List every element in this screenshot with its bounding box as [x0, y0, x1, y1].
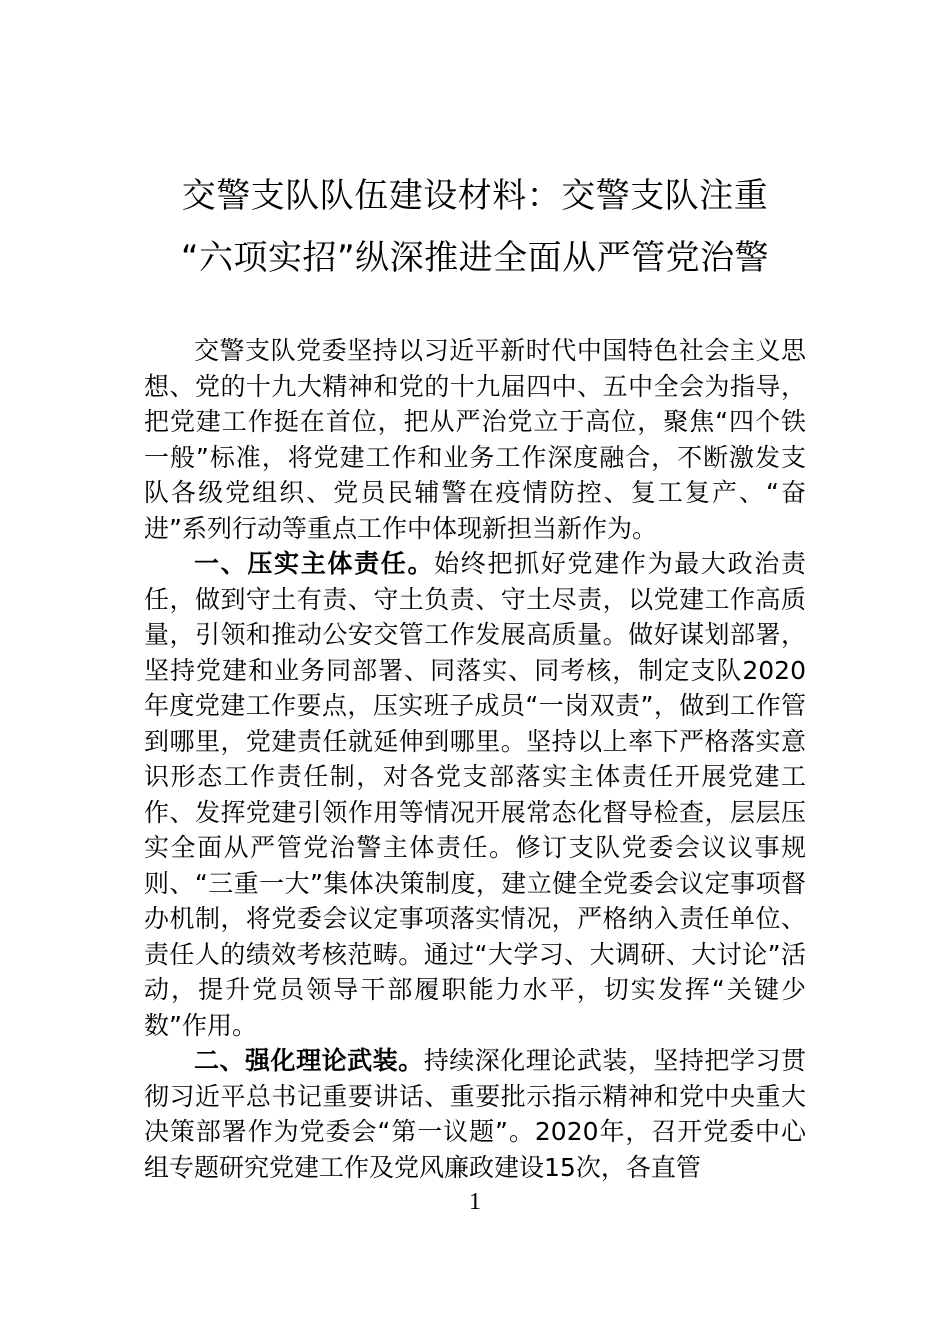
- section-1-paragraph: [144, 546, 806, 1043]
- section-2-body: 持续深化理论武装，坚持把学习贯彻习近平总书记重要讲话、重要批示指示精神和党中央重大决策部署作为党委会“第一议题”。2020年，召开党委中心组专题研究党建工作及党风廉政建设15次，各直管: [144, 1046, 806, 1182]
- section-1-body: 始终把抓好党建作为最大政治责任，做到守土有责、守土负责、守土尽责，以党建工作高质量，引领和推动公安交管工作发展高质量。做好谋划部署，坚持党建和业务同部署、同落实、同考核，制定支队2020年度党建工作要点，压实班子成员“一岗双责”，做到工作管到哪里，党建责任就延伸到哪里。坚持以上率下严格落实意识形态工作责任制，对各党支部落实主体责任开展党建工作、发挥党建引领作用等情况开展常态化督导检查，层层压实全面从严管党治警主体责任。修订支队党委会议议事规则、“三重一大”集体决策制度，建立健全党委会议定事项督办机制，将党委会议定事项落实情况，严格纳入责任单位、责任人的绩效考核范畴。通过“大学习、大调研、大讨论”活动，提升党员领导干部履职能力水平，切实发挥“关键少数”作用。: [144, 549, 806, 1040]
- section-2-heading: 二、强化理论武装。: [194, 1046, 424, 1075]
- section-1-heading: 一、压实主体责任。: [194, 549, 435, 578]
- intro-paragraph: 交警支队党委坚持以习近平新时代中国特色社会主义思想、党的十九大精神和党的十九届四中、五中全会为指导，把党建工作挺在首位，把从严治党立于高位，聚焦“四个铁一般”标准，将党建工作和业务工作深度融合，不断激发支队各级党组织、党员民辅警在疫情防控、复工复产、“奋进”系列行动等重点工作中体现新担当新作为。: [144, 336, 806, 543]
- title-line-2: “六项实招”纵深推进全面从严管党治警: [180, 238, 770, 278]
- page-number: 1: [469, 1189, 481, 1215]
- document-body: [144, 333, 806, 1185]
- title-line-1: 交警支队队伍建设材料：交警支队注重: [181, 176, 769, 216]
- section-2-paragraph: [144, 1043, 806, 1185]
- document-title: [140, 165, 810, 289]
